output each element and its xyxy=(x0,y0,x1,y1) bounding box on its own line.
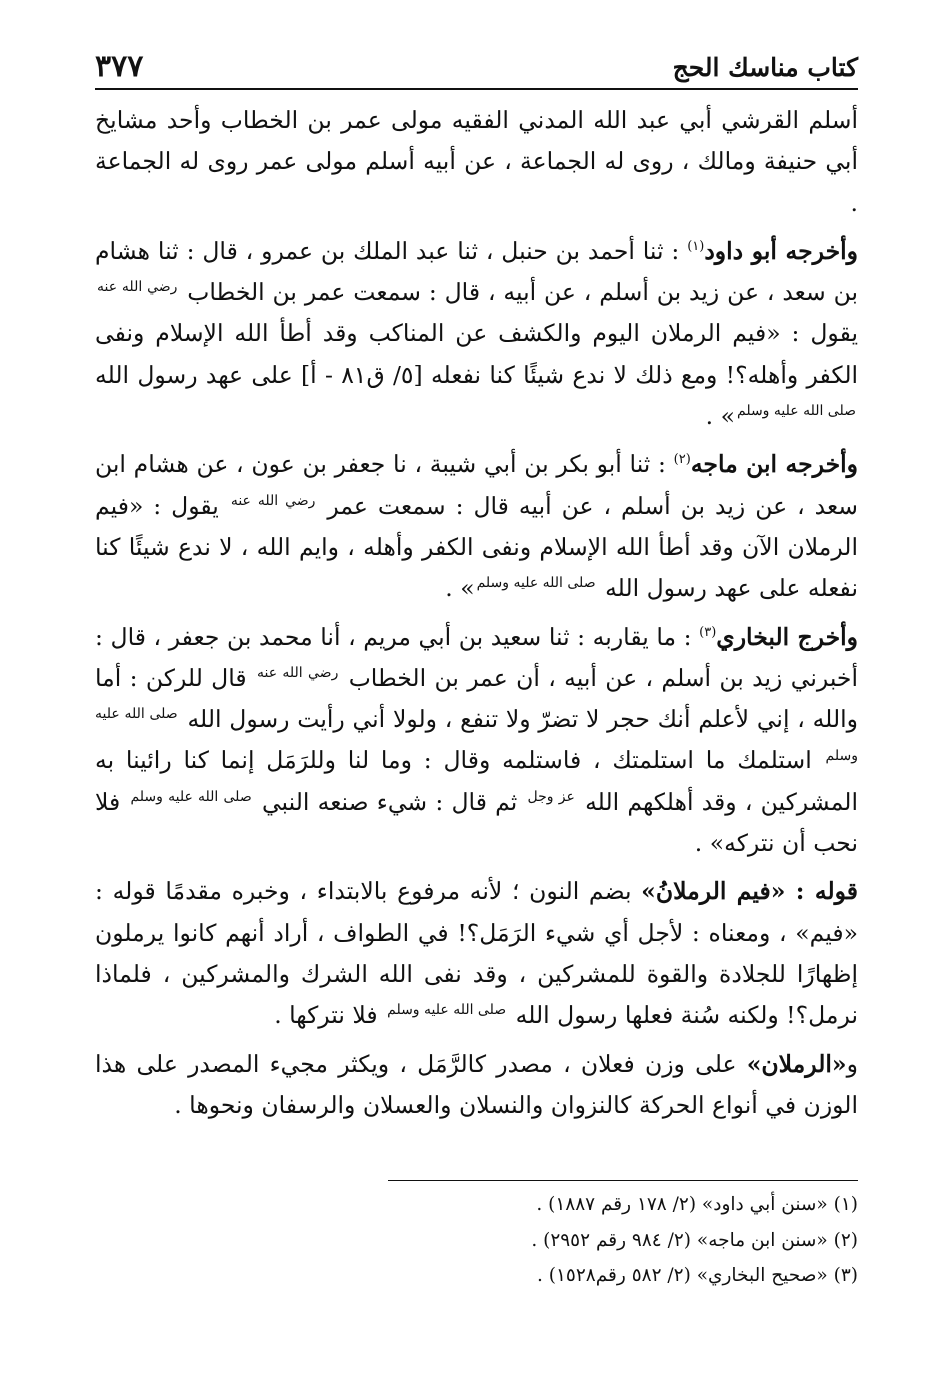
paragraph-text: فلا نحب أن نتركه» . xyxy=(95,787,858,858)
footnote-marker: (٢) xyxy=(673,452,691,468)
footnote-marker: (٣) xyxy=(699,624,717,640)
paragraph-text: بضم النون ؛ لأنه مرفوع بالابتداء ، وخبره مقدمًا قوله : «فيم» ، ومعناه : لأجل أي شيء الرَمَل؟! في الطواف ، أراد أنهم كانوا يرملون إظهارًا للجلادة والقوة للمشركين ، وقد نفى الله الشرك والمشركين ، فلماذا نرمل؟! ولكنه سُنة فعلها رسول الله xyxy=(95,877,858,1030)
commentary-heading: «الرملان» xyxy=(746,1049,847,1078)
paragraph-text: على وزن فعلان ، مصدر كالرَّمَل ، ويكثر مجيء المصدر على هذا الوزن في أنواع الحركة كالنزوان والنسلان والعسلان والرسفان ونحوها . xyxy=(95,1049,858,1119)
paragraph-text: » . xyxy=(705,402,735,431)
source-heading: وأخرج البخاري xyxy=(716,622,858,651)
honorific-glyph: صلى الله عليه وسلم xyxy=(476,575,596,592)
footnote-2: (٢) «سنن ابن ماجه» (٢/ ٩٨٤ رقم ٢٩٥٢) . xyxy=(531,1229,858,1251)
paragraph-text: : ثنا أحمد بن حنبل ، ثنا عبد الملك بن عمرو ، قال : ثنا هشام بن سعد ، عن زيد بن أسلم ، عن أبيه ، قال : سمعت عمر بن الخطاب xyxy=(95,236,858,307)
honorific-glyph: رضي الله عنه xyxy=(230,492,316,509)
honorific-glyph: رضي الله عنه xyxy=(257,665,339,682)
source-heading: وأخرجه أبو داود xyxy=(704,236,858,265)
paragraph-text: ثم قال : شيء صنعه النبي xyxy=(261,787,518,816)
paragraph-1 xyxy=(95,100,858,224)
honorific-glyph: صلى الله عليه وسلم xyxy=(130,788,252,805)
paragraph-commentary-ramalan xyxy=(95,871,858,1036)
commentary-heading: قوله : «فيم الرملانُ» xyxy=(641,877,858,906)
paragraph-prefix: و xyxy=(846,1049,858,1078)
honorific-glyph: صلى الله عليه وسلم xyxy=(737,403,856,420)
paragraph-morphology xyxy=(95,1044,858,1127)
page-number: ٣٧٧ xyxy=(95,49,144,84)
honorific-glyph: رضي الله عنه xyxy=(97,279,178,296)
paragraph-abu-dawud xyxy=(95,231,858,437)
paragraph-text: أسلم القرشي أبي عبد الله المدني الفقيه مولى عمر بن الخطاب وأحد مشايخ أبي حنيفة ومالك ، روى له الجماعة ، عن أبيه أسلم مولى عمر روى له الجماعة . xyxy=(95,106,858,217)
paragraph-text: يقول : «فيم الرملان اليوم والكشف عن المناكب وقد أطأ الله الإسلام ونفى الكفر وأهله؟! ومع ذلك لا ندع شيئًا كنا نفعله [٥/ ق٨١ - أ] على عهد رسول الله xyxy=(95,319,859,389)
paragraph-text: : ثنا أبو بكر بن أبي شيبة ، نا جعفر بن عون ، عن هشام ابن سعد ، عن زيد بن أسلم ، عن أبيه قال : سمعت عمر xyxy=(95,450,858,520)
paragraph-ibn-majah xyxy=(95,444,858,609)
paragraph-text: قال للركن : أما والله ، إني لأعلم أنك حجر لا تضرّ ولا تنفع ، ولولا أني رأيت رسول الله xyxy=(95,663,858,734)
footnote-3: (٣) «صحيح البخاري» (٢/ ٥٨٢ رقم١٥٢٨) . xyxy=(537,1265,858,1286)
paragraph-text: » . xyxy=(445,574,475,603)
source-heading: وأخرجه ابن ماجه xyxy=(690,450,858,479)
footnote-1: (١) «سنن أبي داود» (٢/ ١٧٨ رقم ١٨٨٧) . xyxy=(536,1194,858,1215)
paragraph-text: استلمك ما استلمتك ، فاستلمه وقال : وما لنا وللرَمَل إنما كنا رائينا به المشركين ، وقد أهلكهم الله xyxy=(95,746,858,816)
paragraph-bukhari xyxy=(95,617,858,865)
paragraph-text: فلا نتركها . xyxy=(274,1001,378,1030)
main-text xyxy=(95,100,858,1133)
honorific-glyph: صلى الله عليه وسلم xyxy=(95,706,858,764)
footnote-marker: (١) xyxy=(687,239,705,255)
page-header xyxy=(95,30,858,90)
paragraph-text: : ما يقاربه : ثنا سعيد بن أبي مريم ، أنا محمد بن جعفر ، قال : أخبرني زيد بن أسلم ، عن أبيه ، أن عمر بن الخطاب xyxy=(95,622,858,692)
honorific-glyph: عز وجل xyxy=(527,788,575,805)
running-title: كتاب مناسك الحج xyxy=(672,53,858,82)
footnotes xyxy=(95,1187,858,1294)
footnote-divider xyxy=(388,1180,858,1181)
paragraph-text: يقول : «فيم الرملان الآن وقد أطأ الله الإسلام ونفى الكفر وأهله ، وايم الله ، لا ندع شيئًا كنا نفعله على عهد رسول الله xyxy=(95,491,858,603)
honorific-glyph: صلى الله عليه وسلم xyxy=(387,1002,507,1019)
